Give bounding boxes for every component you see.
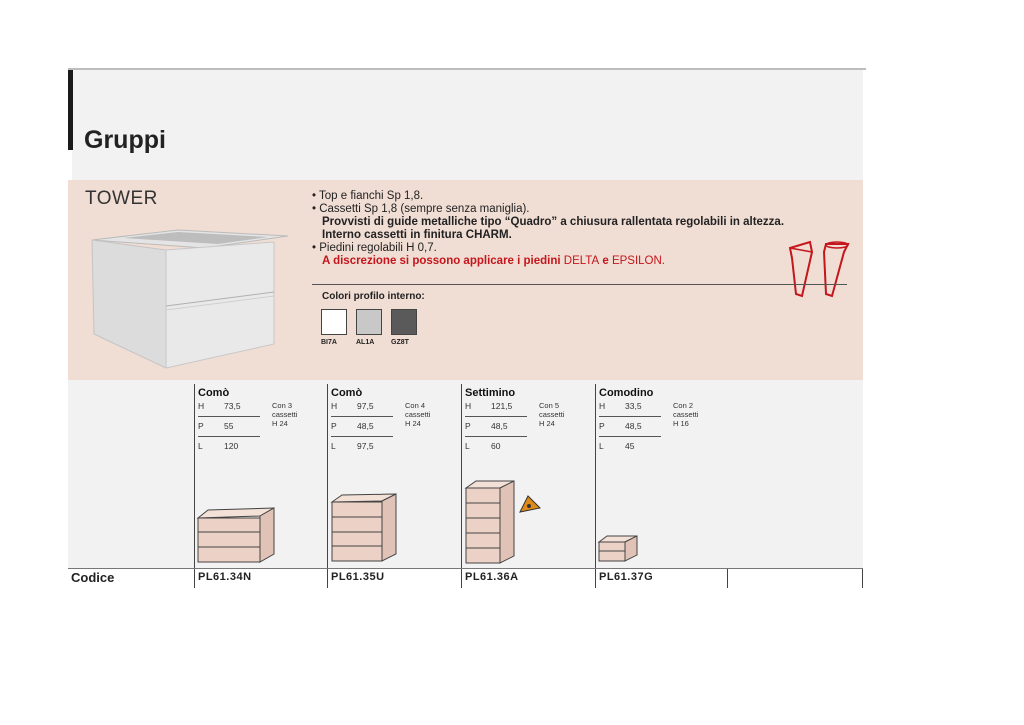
dim-h-value: 121,5 bbox=[491, 401, 513, 411]
product-note bbox=[539, 401, 564, 428]
dim-h-value: 97,5 bbox=[357, 401, 374, 411]
tower-name: TOWER bbox=[85, 188, 158, 209]
feet-suffix: . bbox=[661, 255, 665, 267]
dim-rule bbox=[198, 436, 260, 437]
dim-p-value: 48,5 bbox=[357, 421, 374, 431]
bold-interior: Interno cassetti in finitura CHARM. bbox=[322, 229, 512, 241]
note-line: H 16 bbox=[673, 419, 689, 428]
product-dimensions bbox=[465, 399, 593, 459]
dim-p-label: P bbox=[465, 421, 471, 431]
header-background bbox=[72, 70, 863, 180]
swatch-bi7a-label: BI7A bbox=[321, 339, 337, 346]
bullet-top: • Top e fianchi Sp 1,8. bbox=[312, 190, 424, 202]
dim-h-label: H bbox=[599, 401, 606, 411]
note-line: cassetti bbox=[673, 410, 699, 419]
dim-rule bbox=[331, 416, 393, 417]
dim-p-label: P bbox=[599, 421, 605, 431]
swatch-al1a bbox=[356, 309, 382, 335]
product-column bbox=[599, 387, 727, 459]
note-line: Con 2 bbox=[673, 401, 694, 410]
bullet-cassetti: • Cassetti Sp 1,8 (sempre senza maniglia). bbox=[312, 203, 530, 215]
product-column bbox=[331, 387, 459, 459]
dim-p-label: P bbox=[331, 421, 337, 431]
column-separator bbox=[327, 384, 328, 588]
tower-illustration bbox=[88, 228, 288, 373]
dim-h-label: H bbox=[465, 401, 472, 411]
dim-l-value: 120 bbox=[224, 441, 239, 451]
dim-rule bbox=[465, 436, 527, 437]
product-name: Comò bbox=[198, 387, 230, 399]
swatch-gz8t-wrap bbox=[391, 309, 417, 346]
dim-h-value: 73,5 bbox=[224, 401, 241, 411]
feet-joiner: e bbox=[599, 255, 612, 267]
column-separator bbox=[862, 568, 863, 588]
bold-guides: Provvisti di guide metalliche tipo “Quadro” a chiusura rallentata regolabili in altezza. bbox=[322, 216, 785, 228]
swatch-gz8t bbox=[391, 309, 417, 335]
tower-description bbox=[312, 190, 784, 268]
feet-epsilon: EPSILON bbox=[611, 255, 662, 267]
product-code: PL61.36A bbox=[465, 571, 519, 583]
column-separator bbox=[461, 384, 462, 588]
swatch-gz8t-label: GZ8T bbox=[391, 339, 409, 346]
dim-l-label: L bbox=[599, 441, 604, 451]
product-column bbox=[465, 387, 593, 459]
note-line: Con 3 bbox=[272, 401, 293, 410]
column-separator bbox=[595, 384, 596, 588]
dim-h-label: H bbox=[198, 401, 205, 411]
note-line: H 24 bbox=[539, 419, 555, 428]
dim-l-label: L bbox=[331, 441, 336, 451]
dim-l-label: L bbox=[465, 441, 470, 451]
dim-rule bbox=[599, 416, 661, 417]
product-name: Settimino bbox=[465, 387, 516, 399]
dim-p-value: 55 bbox=[224, 421, 234, 431]
product-drawing-comodino bbox=[597, 533, 639, 563]
dim-rule bbox=[599, 436, 661, 437]
swatch-bi7a bbox=[321, 309, 347, 335]
swatch-al1a-label: AL1A bbox=[356, 339, 375, 346]
colors-title: Colori profilo interno: bbox=[322, 291, 425, 302]
product-column bbox=[198, 387, 326, 459]
feet-note bbox=[312, 255, 784, 268]
dim-l-value: 60 bbox=[491, 441, 501, 451]
product-dimensions bbox=[198, 399, 326, 459]
dim-p-value: 48,5 bbox=[625, 421, 642, 431]
product-name: Comò bbox=[331, 387, 363, 399]
product-code: PL61.37G bbox=[599, 571, 654, 583]
dim-rule bbox=[331, 436, 393, 437]
swatch-al1a-wrap bbox=[356, 309, 382, 346]
product-note bbox=[272, 401, 297, 428]
dim-h-label: H bbox=[331, 401, 338, 411]
note-line: H 24 bbox=[272, 419, 288, 428]
product-drawing-settimino bbox=[464, 479, 516, 565]
dim-rule bbox=[465, 416, 527, 417]
swatch-bi7a-wrap bbox=[321, 309, 347, 346]
note-line: Con 4 bbox=[405, 401, 426, 410]
product-drawing-como-4 bbox=[330, 492, 398, 564]
note-line: Con 5 bbox=[539, 401, 560, 410]
note-line: cassetti bbox=[405, 410, 431, 419]
codice-label: Codice bbox=[71, 570, 115, 585]
product-note bbox=[673, 401, 698, 428]
feet-delta: DELTA bbox=[563, 255, 600, 267]
note-line: H 24 bbox=[405, 419, 421, 428]
product-dimensions bbox=[331, 399, 459, 459]
warning-triangle-icon bbox=[518, 494, 542, 516]
dim-l-label: L bbox=[198, 441, 203, 451]
product-dimensions bbox=[599, 399, 727, 459]
note-line: cassetti bbox=[272, 410, 298, 419]
product-code: PL61.35U bbox=[331, 571, 385, 583]
page-title: Gruppi bbox=[84, 126, 166, 154]
dim-l-value: 45 bbox=[625, 441, 635, 451]
product-name: Comodino bbox=[599, 387, 654, 399]
note-line: cassetti bbox=[539, 410, 565, 419]
product-note bbox=[405, 401, 430, 428]
product-code: PL61.34N bbox=[198, 571, 252, 583]
dim-rule bbox=[198, 416, 260, 417]
column-separator bbox=[194, 384, 195, 588]
product-drawing-como-3 bbox=[196, 506, 276, 564]
codes-row-rule bbox=[68, 568, 863, 569]
column-separator bbox=[727, 568, 728, 588]
dim-h-value: 33,5 bbox=[625, 401, 642, 411]
bullet-feet: • Piedini regolabili H 0,7. bbox=[312, 242, 437, 254]
dim-p-label: P bbox=[198, 421, 204, 431]
dim-p-value: 48,5 bbox=[491, 421, 508, 431]
feet-note-prefix: A discrezione si possono applicare i piedini bbox=[322, 255, 564, 267]
section-divider bbox=[312, 284, 847, 285]
dim-l-value: 97,5 bbox=[357, 441, 374, 451]
title-accent-bar bbox=[68, 70, 73, 150]
feet-icon bbox=[784, 238, 854, 300]
